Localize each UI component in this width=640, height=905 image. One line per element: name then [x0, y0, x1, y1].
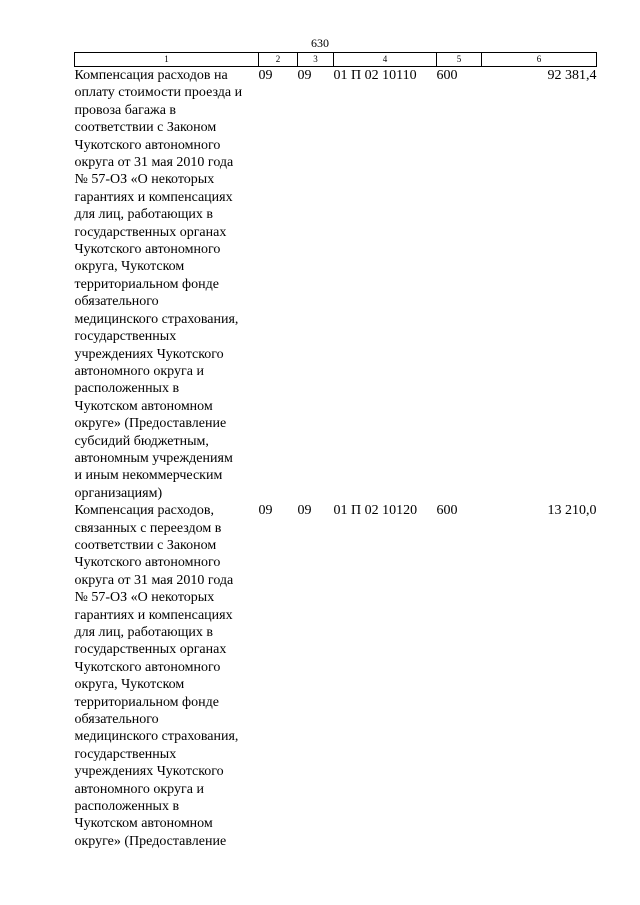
row-target-article: 01 П 02 10120 — [333, 503, 418, 519]
description-line: обязательного — [74, 294, 159, 310]
description-line: округе» (Предоставление — [74, 833, 227, 849]
column-header-1: 1 — [75, 53, 259, 67]
table-header-row — [75, 53, 597, 67]
description-line: оплату стоимости проезда и — [74, 85, 243, 101]
row-expense-type: 600 — [436, 503, 458, 519]
description-line: провоза багажа в — [74, 102, 177, 118]
description-line: расположенных в — [74, 381, 180, 397]
row-expense-type: 600 — [436, 68, 458, 83]
description-line: № 57-ОЗ «О некоторых — [74, 172, 215, 188]
description-line: округе» (Предоставление — [74, 416, 227, 432]
description-line: учреждениях Чукотского — [74, 764, 224, 780]
row-target-article: 01 П 02 10110 — [333, 68, 417, 83]
description-line: государственных органах — [74, 642, 227, 658]
row-amount: 13 210,0 — [547, 503, 597, 519]
description-line: организациям) — [74, 485, 163, 501]
description-line: № 57-ОЗ «О некоторых — [74, 590, 215, 606]
description-line: округа от 31 мая 2010 года — [74, 155, 234, 171]
description-line: связанных с переездом в — [74, 520, 222, 536]
row-subsection-code: 09 — [297, 68, 312, 83]
budget-table — [74, 52, 597, 850]
row-subsection-code: 09 — [297, 503, 312, 519]
description-line: расположенных в — [74, 799, 180, 815]
description-line: медицинского страхования, — [74, 729, 239, 745]
description-line: Чукотского автономного — [74, 659, 221, 675]
description-line: округа от 31 мая 2010 года — [74, 572, 234, 588]
table-row — [75, 67, 597, 503]
description-line: субсидий бюджетным, — [74, 433, 209, 449]
description-line: автономного округа и — [74, 363, 204, 379]
description-line: округа, Чукотском — [74, 677, 185, 693]
description-line: государственных органах — [74, 224, 227, 240]
description-line: соответствии с Законом — [74, 120, 217, 136]
column-header-3: 3 — [298, 53, 334, 67]
column-header-6: 6 — [482, 53, 597, 67]
column-header-5: 5 — [437, 53, 482, 67]
row-description — [75, 502, 259, 850]
description-line: Чукотского автономного — [74, 137, 221, 153]
description-line: автономного округа и — [74, 781, 204, 797]
description-line: для лиц, работающих в — [74, 625, 214, 640]
description-line: обязательного — [74, 712, 159, 728]
description-line: для лиц, работающих в — [74, 207, 214, 223]
description-line: территориальном фонде — [74, 276, 219, 292]
description-line: Компенсация расходов, — [74, 503, 214, 519]
description-line: территориальном фонде — [74, 694, 219, 710]
description-line: Компенсация расходов на — [74, 68, 228, 83]
description-line: округа, Чукотском — [74, 259, 185, 275]
description-line: Чукотском автономном — [74, 398, 213, 414]
description-line: учреждениях Чукотского — [74, 346, 224, 362]
description-line: Чукотском автономном — [74, 816, 213, 832]
row-section-code: 09 — [258, 68, 273, 83]
row-amount: 92 381,4 — [547, 68, 597, 83]
description-line: Чукотского автономного — [74, 555, 221, 571]
description-line: медицинского страхования, — [74, 311, 239, 327]
description-line: гарантиях и компенсациях — [74, 189, 233, 205]
description-line: государственных — [74, 329, 177, 345]
table-row — [75, 502, 597, 850]
description-line: и иным некоммерческим — [74, 468, 223, 484]
description-line: государственных — [74, 746, 177, 762]
description-line: гарантиях и компенсациях — [74, 607, 233, 623]
description-line: соответствии с Законом — [74, 537, 217, 553]
column-header-2: 2 — [259, 53, 298, 67]
row-section-code: 09 — [258, 503, 273, 519]
page-number: 630 — [311, 36, 329, 50]
row-description — [75, 67, 259, 503]
column-header-4: 4 — [334, 53, 437, 67]
description-line: Чукотского автономного — [74, 242, 221, 258]
description-line: автономным учреждениям — [74, 450, 233, 466]
